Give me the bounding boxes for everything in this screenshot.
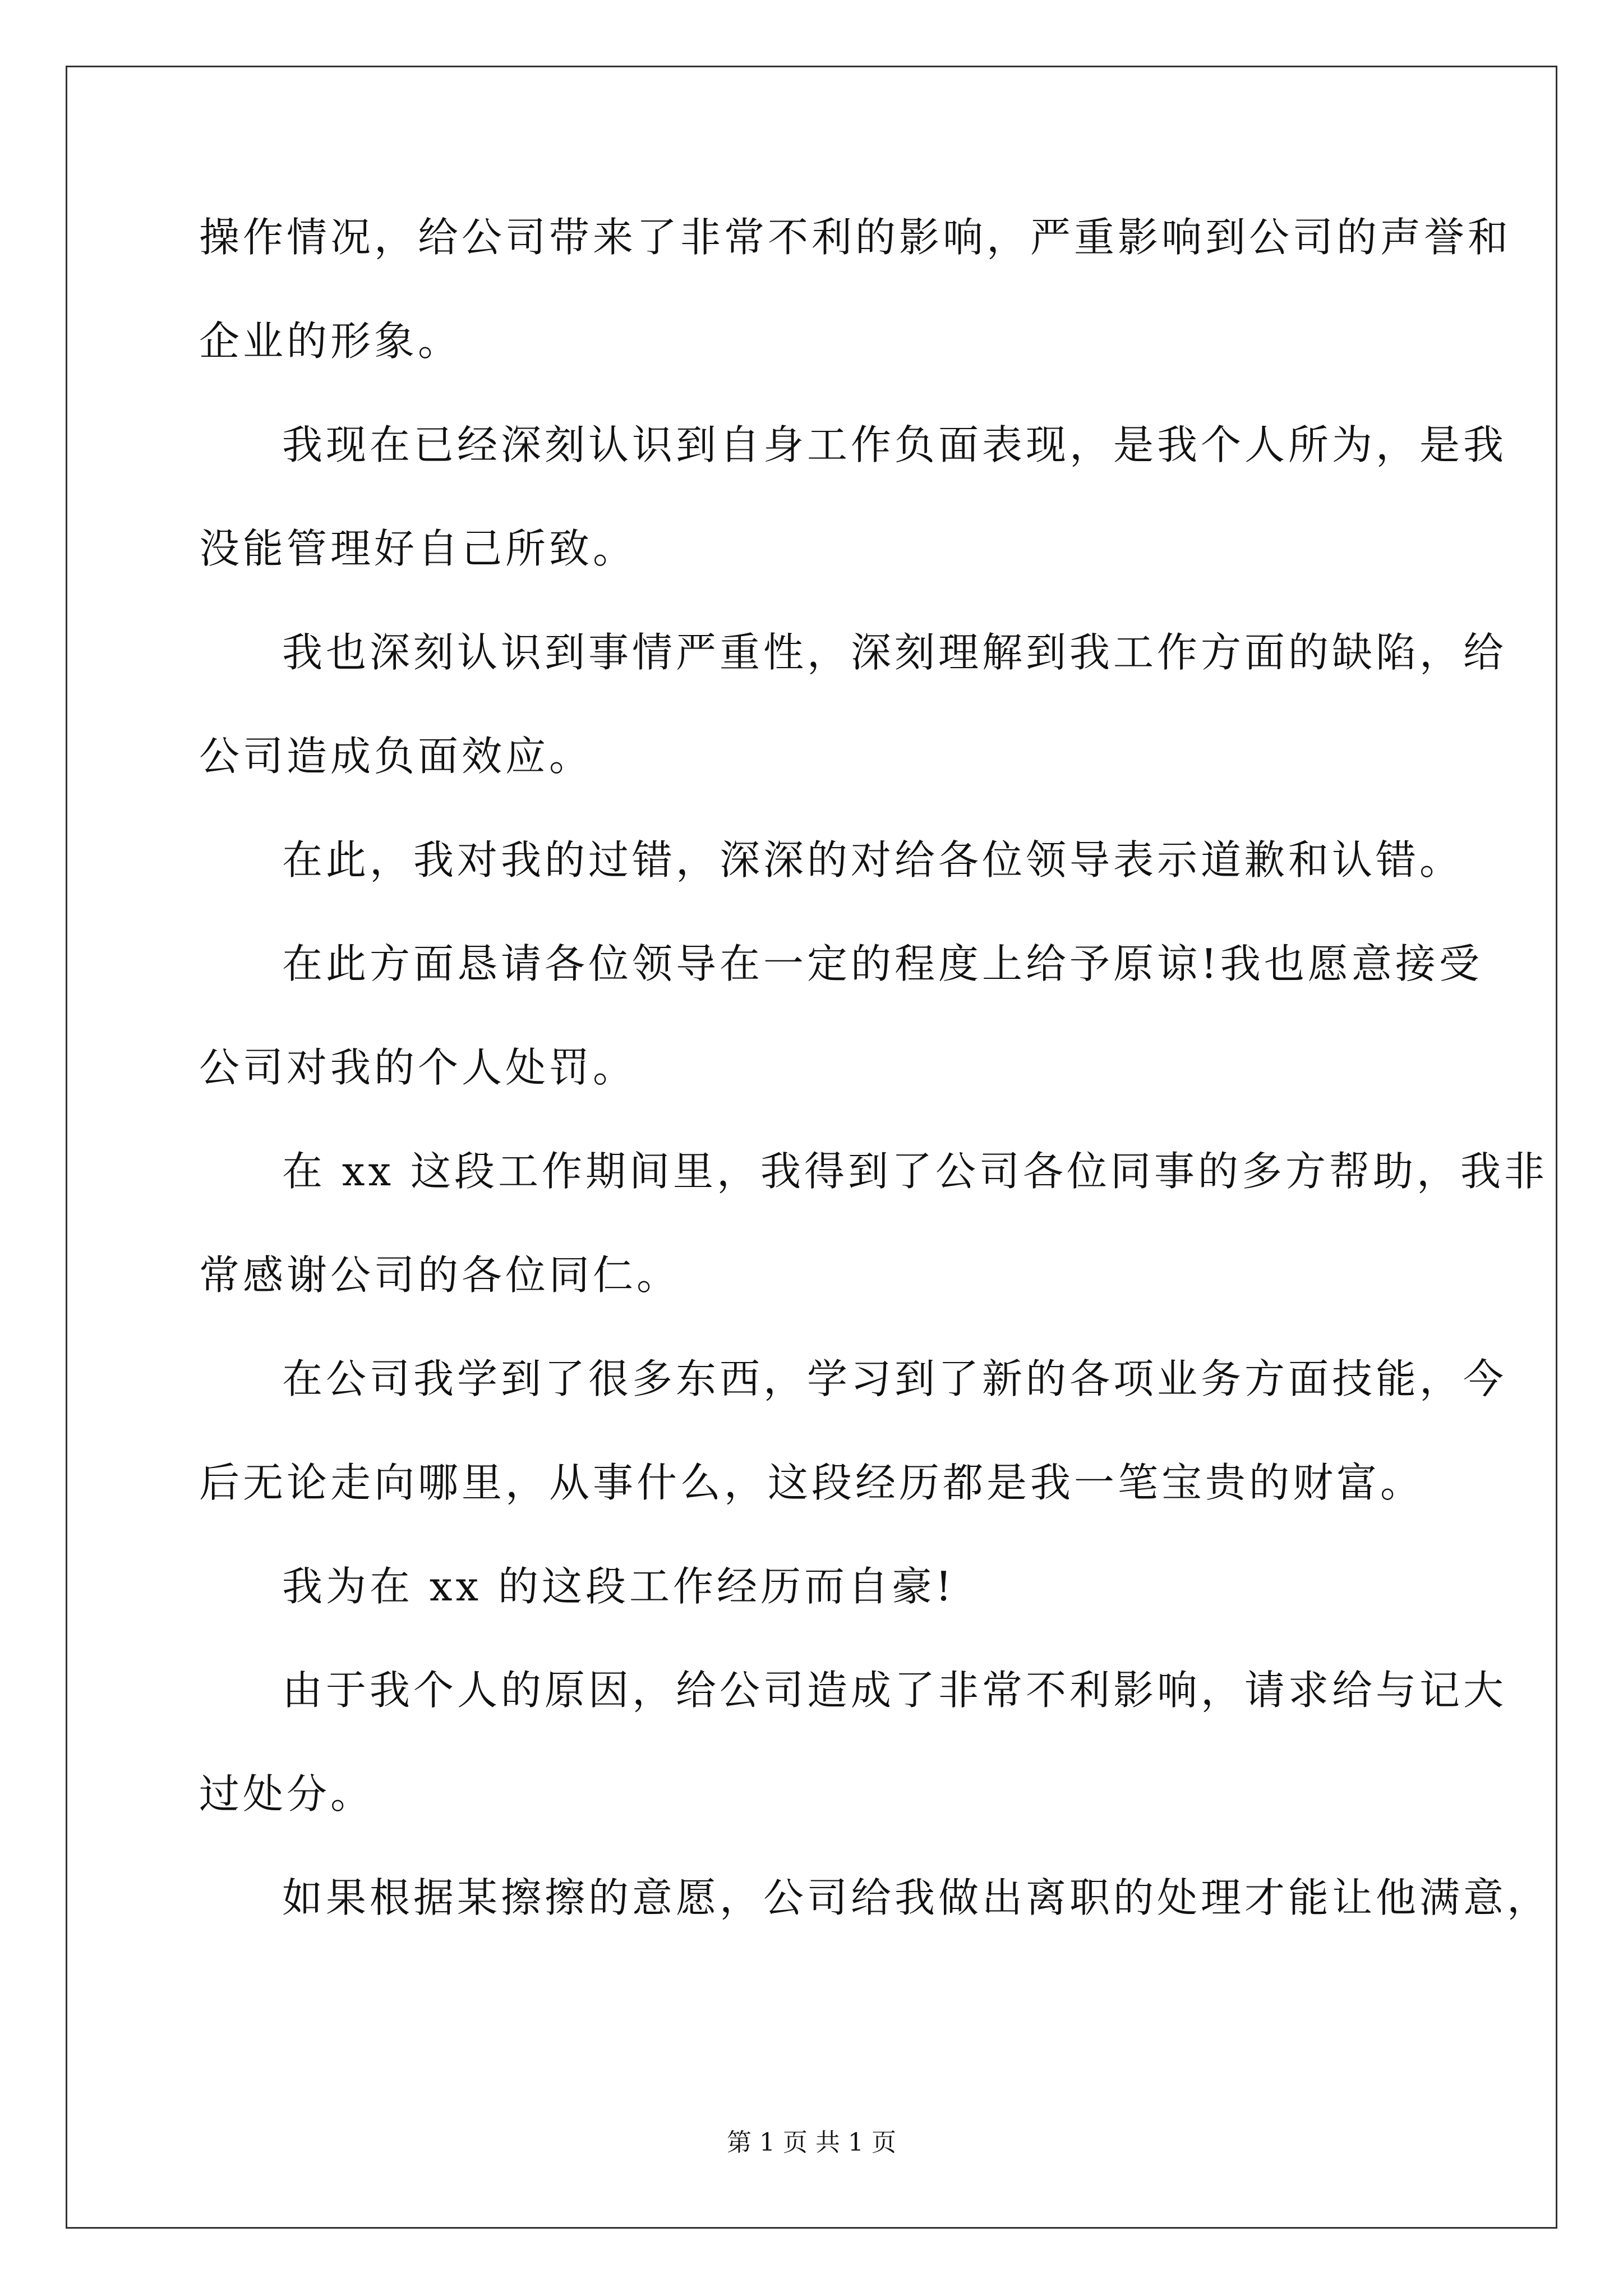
text-line: 后无论走向哪里，从事什么，这段经历都是我一笔宝贵的财富。 — [199, 1459, 1424, 1506]
text-line: 我现在已经深刻认识到自身工作负面表现，是我个人所为，是我 — [282, 421, 1507, 468]
text-line: 公司造成负面效应。 — [199, 733, 593, 780]
text-line: 我为在 xx 的这段工作经历而自豪! — [282, 1563, 955, 1610]
text-line: 企业的形象。 — [199, 318, 462, 365]
text-line: 没能管理好自己所致。 — [199, 525, 637, 572]
text-line: 在此方面恳请各位领导在一定的程度上给予原谅!我也愿意接受 — [282, 940, 1483, 987]
text-line: 我也深刻认识到事情严重性，深刻理解到我工作方面的缺陷，给 — [282, 629, 1507, 676]
text-line: 过处分。 — [199, 1770, 375, 1818]
text-line: 在此，我对我的过错，深深的对给各位领导表示道歉和认错。 — [282, 836, 1464, 884]
text-line: 在 xx 这段工作期间里，我得到了公司各位同事的多方帮助，我非 — [282, 1148, 1548, 1195]
text-line: 操作情况，给公司带来了非常不利的影响，严重影响到公司的声誉和 — [199, 214, 1512, 261]
text-line: 由于我个人的原因，给公司造成了非常不利影响，请求给与记大 — [282, 1667, 1507, 1714]
text-line: 在公司我学到了很多东西，学习到了新的各项业务方面技能，今 — [282, 1355, 1507, 1402]
page-number-footer: 第 1 页 共 1 页 — [727, 2128, 896, 2157]
text-line: 常感谢公司的各位同仁。 — [199, 1251, 681, 1299]
text-line: 公司对我的个人处罚。 — [199, 1044, 637, 1091]
text-line: 如果根据某擦擦的意愿，公司给我做出离职的处理才能让他满意， — [282, 1874, 1551, 1921]
